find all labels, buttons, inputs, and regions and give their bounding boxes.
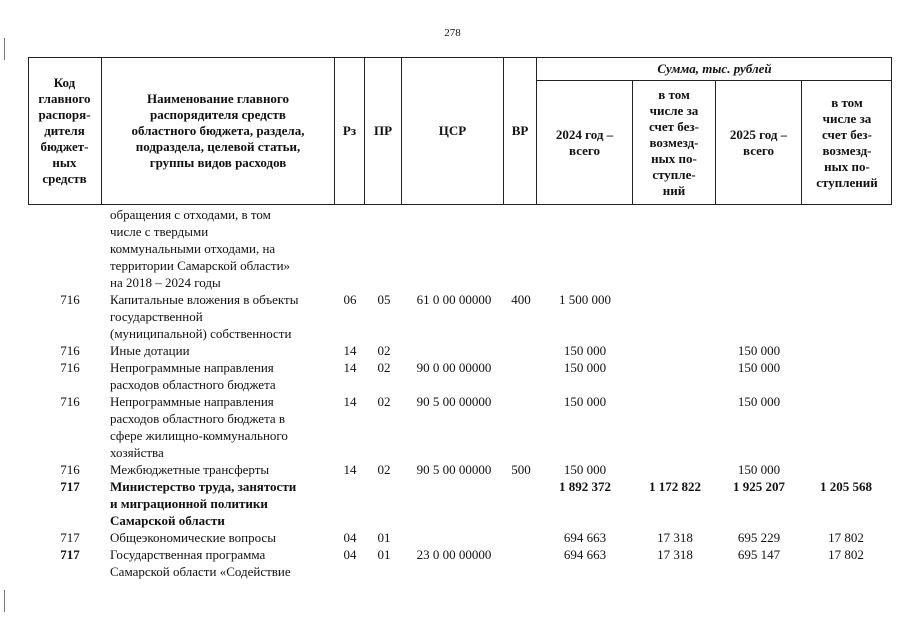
cell-name: Непрограммные направления расходов областного бюджета [110, 360, 276, 392]
header-2025-free: в том числе за счет без- возмезд- ных по- ступлений [816, 94, 878, 190]
cell-rz: 14 [343, 394, 357, 409]
cell-rz: 04 [343, 547, 357, 562]
cell-code: 716 [60, 394, 80, 409]
cell-2024-free: 1 172 822 [649, 479, 701, 494]
cell-rz: 14 [343, 462, 357, 477]
cell-csr: 90 5 00 00000 [416, 462, 492, 477]
cell-code: 717 [60, 547, 80, 562]
cell-2025-free: 1 205 568 [820, 479, 872, 494]
cell-code: 716 [60, 292, 80, 307]
cell-2025-total: 695 229 [737, 530, 781, 545]
cell-2025-total: 150 000 [737, 360, 781, 375]
cell-pr: 02 [377, 462, 391, 477]
cell-2024-total: 1 892 372 [559, 479, 611, 494]
cell-2025-total: 150 000 [737, 394, 781, 409]
cell-vr: 400 [511, 292, 531, 307]
cell-2025-total: 695 147 [737, 547, 781, 562]
cell-csr: 90 5 00 00000 [416, 394, 492, 409]
cell-2024-free: 17 318 [657, 530, 693, 545]
cell-2025-free: 17 802 [828, 530, 864, 545]
cell-pr: 02 [377, 360, 391, 375]
cell-vr: 500 [511, 462, 531, 477]
cell-csr: 90 0 00 00000 [416, 360, 492, 375]
cell-name: Министерство труда, занятости и миграционной политики Самарской области [110, 479, 297, 528]
cell-2024-free: 17 318 [657, 547, 693, 562]
cell-name: Непрограммные направления расходов областного бюджета в сфере жилищно-коммунального хозяйства [110, 394, 288, 460]
cell-2025-free: 17 802 [828, 547, 864, 562]
cell-pr: 01 [377, 530, 391, 545]
cell-code: 716 [60, 462, 80, 477]
cell-2024-total: 1 500 000 [559, 292, 611, 307]
header-vr: ВР [511, 123, 529, 138]
cell-2024-total: 150 000 [563, 360, 607, 375]
header-rz: Рз [342, 123, 357, 138]
header-pr: ПР [373, 123, 393, 138]
cell-2025-total: 150 000 [737, 343, 781, 358]
cell-name: Государственная программа Самарской области «Содействие [110, 547, 291, 579]
cell-2024-total: 150 000 [563, 462, 607, 477]
cell-name: обращения с отходами, в том числе с твердыми коммунальными отходами, на территории Самарской области» на 2018 – 2024 годы [110, 207, 291, 290]
header-name: Наименование главного распорядителя средств областного бюджета, раздела, подраздела, целевой статьи, группы видов расходов [131, 91, 305, 170]
header-2025-total: 2025 год – всего [729, 126, 788, 158]
cell-code: 716 [60, 343, 80, 358]
page-number: 278 [444, 27, 461, 39]
cell-rz: 06 [343, 292, 357, 307]
cell-2024-total: 150 000 [563, 343, 607, 358]
cell-name: Капитальные вложения в объекты государственной (муниципальной) собственности [110, 292, 299, 341]
cell-csr: 61 0 00 00000 [416, 292, 492, 307]
cell-rz: 04 [343, 530, 357, 545]
cell-2024-total: 150 000 [563, 394, 607, 409]
cell-name: Иные дотации [110, 343, 190, 358]
cell-name: Общеэкономические вопросы [110, 530, 276, 545]
scan-edge-mark [4, 590, 5, 612]
cell-pr: 02 [377, 343, 391, 358]
cell-2025-total: 150 000 [737, 462, 781, 477]
cell-pr: 02 [377, 394, 391, 409]
scan-edge-mark [4, 38, 5, 60]
header-2024-free: в том числе за счет без- возмезд- ных по- ступле- ний [649, 86, 699, 198]
cell-csr: 23 0 00 00000 [416, 547, 492, 562]
cell-rz: 14 [343, 360, 357, 375]
cell-rz: 14 [343, 343, 357, 358]
header-csr: ЦСР [438, 123, 467, 138]
cell-2024-total: 694 663 [563, 547, 607, 562]
cell-pr: 01 [377, 547, 391, 562]
header-2024-total: 2024 год – всего [555, 126, 614, 158]
cell-code: 717 [60, 479, 80, 494]
cell-name: Межбюджетные трансферты [110, 462, 270, 477]
header-code: Код главного распоря- дителя бюджет- ных средств [38, 75, 91, 186]
cell-code: 717 [60, 530, 80, 545]
cell-2025-total: 1 925 207 [733, 479, 785, 494]
cell-2024-total: 694 663 [563, 530, 607, 545]
cell-code: 716 [60, 360, 80, 375]
header-sum-group: Сумма, тыс. рублей [657, 61, 772, 76]
cell-pr: 05 [377, 292, 391, 307]
